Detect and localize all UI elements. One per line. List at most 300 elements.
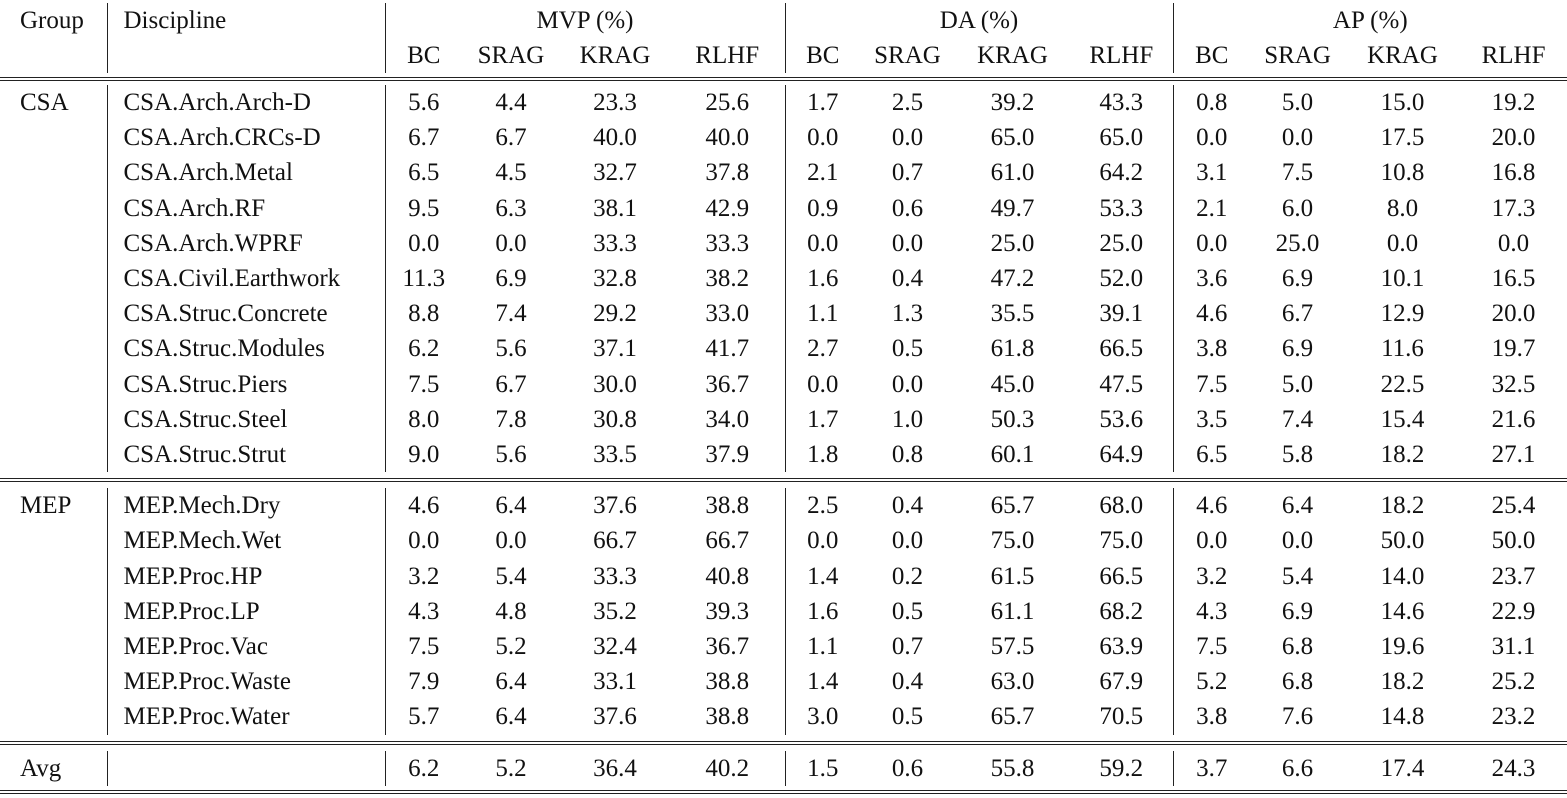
value-ap-srag: 6.9 <box>1281 335 1314 363</box>
table-row <box>0 155 1567 190</box>
value-ap-bc: 3.7 <box>1173 751 1250 786</box>
table-row <box>0 594 1567 629</box>
group-label: MEP <box>20 492 72 520</box>
value-da-krag: 61.8 <box>990 335 1035 363</box>
discipline-cell: CSA.Arch.RF <box>107 191 385 226</box>
value-da-rlhf: 68.0 <box>1099 492 1144 520</box>
table-row <box>0 699 1567 734</box>
value-da-bc: 2.5 <box>785 488 860 523</box>
value-da-bc: 1.4 <box>785 664 860 699</box>
value-ap-rlhf: 24.3 <box>1491 754 1536 782</box>
value-ap-bc: 0.0 <box>1173 120 1250 155</box>
value-ap-bc: 7.5 <box>1173 629 1250 664</box>
value-da-krag: 61.5 <box>990 562 1035 590</box>
value-ap-srag: 7.6 <box>1281 703 1314 731</box>
value-da-srag: 0.6 <box>891 194 924 222</box>
value-da-bc: 1.6 <box>785 261 860 296</box>
rule-cell <box>0 472 1567 488</box>
value-ap-bc: 4.6 <box>1173 488 1250 523</box>
value-da-krag: 57.5 <box>990 633 1035 661</box>
value-ap-srag: 5.0 <box>1281 89 1314 116</box>
value-ap-bc: 4.6 <box>1173 296 1250 331</box>
value-mvp-srag: 5.4 <box>495 562 527 590</box>
value-da-krag: 55.8 <box>990 754 1035 782</box>
discipline-cell: CSA.Struc.Strut <box>107 437 385 472</box>
group-label <box>0 191 107 226</box>
value-ap-srag: 7.5 <box>1281 159 1314 187</box>
value-ap-rlhf: 0.0 <box>1497 229 1530 257</box>
value-ap-srag: 6.9 <box>1281 597 1314 625</box>
header-row-metrics <box>0 3 1567 38</box>
value-ap-rlhf: 32.5 <box>1491 370 1536 398</box>
value-mvp-srag: 6.4 <box>495 668 527 696</box>
value-ap-krag: 14.8 <box>1380 703 1425 731</box>
header-blank <box>107 38 385 73</box>
value-mvp-krag: 35.2 <box>593 597 637 625</box>
header-row-methods <box>0 38 1567 73</box>
value-ap-krag: 50.0 <box>1380 527 1425 555</box>
value-mvp-srag: 0.0 <box>495 527 527 555</box>
value-ap-srag: 0.0 <box>1281 527 1314 555</box>
value-mvp-rlhf: 33.3 <box>705 229 750 257</box>
value-da-srag: 0.0 <box>891 527 924 555</box>
discipline-cell: CSA.Struc.Concrete <box>107 296 385 331</box>
value-da-krag: 49.7 <box>990 194 1035 222</box>
value-da-bc: 1.7 <box>785 402 860 437</box>
value-da-srag: 0.0 <box>891 124 924 152</box>
group-label <box>0 523 107 558</box>
header-blank <box>0 38 107 73</box>
discipline-cell: CSA.Struc.Piers <box>107 367 385 402</box>
value-da-krag: 61.0 <box>990 159 1035 187</box>
value-ap-bc: 3.1 <box>1173 155 1250 190</box>
value-mvp-krag: 32.8 <box>593 265 637 293</box>
rule-cell <box>0 73 1567 85</box>
table-row <box>0 523 1567 558</box>
value-da-rlhf: 63.9 <box>1099 633 1144 661</box>
value-mvp-rlhf: 37.9 <box>705 441 750 469</box>
value-mvp-krag: 66.7 <box>593 527 637 555</box>
value-ap-krag: 17.4 <box>1380 754 1425 782</box>
value-da-srag: 0.4 <box>891 492 924 520</box>
header-group: Group <box>20 7 84 34</box>
group-label <box>0 629 107 664</box>
value-mvp-srag: 4.5 <box>495 159 527 187</box>
value-mvp-krag: 32.4 <box>593 633 637 661</box>
value-da-srag: 0.8 <box>891 441 924 469</box>
value-mvp-rlhf: 34.0 <box>705 405 750 433</box>
value-ap-krag: 11.6 <box>1381 335 1424 363</box>
value-da-srag: 1.3 <box>891 300 924 328</box>
value-ap-krag: 18.2 <box>1380 441 1425 469</box>
value-mvp-rlhf: 36.7 <box>705 370 750 398</box>
value-ap-bc: 2.1 <box>1173 191 1250 226</box>
table-row <box>0 629 1567 664</box>
group-label <box>0 559 107 594</box>
table-row <box>0 488 1567 523</box>
value-ap-bc: 0.0 <box>1173 226 1250 261</box>
value-da-rlhf: 43.3 <box>1099 89 1144 116</box>
value-ap-krag: 8.0 <box>1386 194 1419 222</box>
value-mvp-rlhf: 38.2 <box>705 265 750 293</box>
header-mvp-bc: BC <box>385 38 462 73</box>
header-da-bc: BC <box>785 38 860 73</box>
discipline-cell: MEP.Mech.Wet <box>107 523 385 558</box>
value-mvp-rlhf: 36.7 <box>705 633 750 661</box>
value-mvp-bc: 9.5 <box>385 191 462 226</box>
value-mvp-srag: 0.0 <box>495 229 527 257</box>
group-label <box>0 594 107 629</box>
table-row <box>0 367 1567 402</box>
discipline-cell: CSA.Civil.Earthwork <box>107 261 385 296</box>
rule-cell <box>0 786 1567 798</box>
table-row <box>0 751 1567 786</box>
value-mvp-bc: 7.5 <box>385 367 462 402</box>
discipline-cell: MEP.Proc.Vac <box>107 629 385 664</box>
value-ap-bc: 5.2 <box>1173 664 1250 699</box>
horizontal-rule <box>0 741 1567 745</box>
value-da-rlhf: 66.5 <box>1099 562 1144 590</box>
value-ap-bc: 3.8 <box>1173 699 1250 734</box>
value-mvp-krag: 36.4 <box>593 754 637 782</box>
value-da-krag: 50.3 <box>990 405 1035 433</box>
value-da-srag: 0.5 <box>891 597 924 625</box>
value-da-srag: 1.0 <box>891 405 924 433</box>
discipline-cell: MEP.Proc.Water <box>107 699 385 734</box>
value-mvp-bc: 4.3 <box>385 594 462 629</box>
value-da-rlhf: 75.0 <box>1099 527 1144 555</box>
value-mvp-bc: 3.2 <box>385 559 462 594</box>
value-da-srag: 0.0 <box>891 229 924 257</box>
value-mvp-srag: 5.6 <box>495 441 527 469</box>
value-mvp-krag: 23.3 <box>593 89 637 116</box>
value-mvp-krag: 37.6 <box>593 703 637 731</box>
value-da-bc: 0.0 <box>785 523 860 558</box>
value-da-srag: 0.5 <box>891 335 924 363</box>
value-mvp-rlhf: 25.6 <box>705 89 750 116</box>
table-row <box>0 437 1567 472</box>
value-mvp-rlhf: 40.8 <box>705 562 750 590</box>
discipline-cell: CSA.Arch.CRCs-D <box>107 120 385 155</box>
table-row <box>0 191 1567 226</box>
value-da-rlhf: 68.2 <box>1099 597 1144 625</box>
value-da-rlhf: 25.0 <box>1099 229 1144 257</box>
value-mvp-rlhf: 66.7 <box>705 527 750 555</box>
header-mvp-srag: SRAG <box>477 42 545 69</box>
value-da-srag: 0.7 <box>891 159 924 187</box>
value-da-krag: 47.2 <box>990 265 1035 293</box>
value-ap-bc: 6.5 <box>1173 437 1250 472</box>
value-ap-rlhf: 20.0 <box>1491 300 1536 328</box>
value-da-bc: 0.0 <box>785 120 860 155</box>
value-mvp-srag: 6.4 <box>495 703 527 731</box>
discipline-cell: MEP.Mech.Dry <box>107 488 385 523</box>
table-row <box>0 331 1567 366</box>
value-da-krag: 65.7 <box>990 703 1035 731</box>
header-da-rlhf: RLHF <box>1089 42 1154 69</box>
group-label <box>0 296 107 331</box>
value-mvp-rlhf: 41.7 <box>705 335 750 363</box>
value-da-rlhf: 70.5 <box>1099 703 1144 731</box>
value-mvp-bc: 8.8 <box>385 296 462 331</box>
header-ap-krag: KRAG <box>1367 42 1438 69</box>
table-row <box>0 664 1567 699</box>
value-mvp-krag: 29.2 <box>593 300 637 328</box>
value-da-bc: 2.1 <box>785 155 860 190</box>
value-mvp-krag: 38.1 <box>593 194 637 222</box>
value-da-rlhf: 65.0 <box>1099 124 1144 152</box>
table-row <box>0 85 1567 120</box>
value-mvp-bc: 0.0 <box>385 523 462 558</box>
value-da-rlhf: 53.3 <box>1099 194 1144 222</box>
value-mvp-srag: 6.9 <box>495 265 527 293</box>
value-ap-rlhf: 23.2 <box>1491 703 1536 731</box>
value-da-rlhf: 53.6 <box>1099 405 1144 433</box>
group-label <box>0 155 107 190</box>
value-da-rlhf: 39.1 <box>1099 300 1144 328</box>
value-ap-rlhf: 21.6 <box>1491 405 1536 433</box>
value-mvp-bc: 11.3 <box>385 261 462 296</box>
value-ap-srag: 6.6 <box>1281 754 1314 782</box>
value-da-bc: 1.7 <box>785 85 860 120</box>
value-da-krag: 75.0 <box>990 527 1035 555</box>
value-mvp-rlhf: 38.8 <box>705 492 750 520</box>
value-ap-rlhf: 20.0 <box>1491 124 1536 152</box>
header-metric-da: DA (%) <box>785 3 1173 38</box>
value-mvp-bc: 0.0 <box>385 226 462 261</box>
value-mvp-bc: 5.7 <box>385 699 462 734</box>
horizontal-rule <box>0 478 1567 482</box>
value-ap-bc: 4.3 <box>1173 594 1250 629</box>
value-ap-srag: 5.0 <box>1281 370 1314 398</box>
value-mvp-rlhf: 40.2 <box>705 754 750 782</box>
value-da-bc: 3.0 <box>785 699 860 734</box>
value-ap-krag: 14.0 <box>1380 562 1425 590</box>
value-da-krag: 45.0 <box>990 370 1035 398</box>
value-da-srag: 2.5 <box>891 89 924 116</box>
value-da-krag: 65.7 <box>990 492 1035 520</box>
value-da-bc: 1.1 <box>785 296 860 331</box>
value-ap-bc: 0.8 <box>1173 85 1250 120</box>
value-ap-bc: 7.5 <box>1173 367 1250 402</box>
value-ap-krag: 14.6 <box>1380 597 1425 625</box>
value-mvp-krag: 33.5 <box>593 441 637 469</box>
value-mvp-krag: 33.3 <box>593 229 637 257</box>
value-da-rlhf: 64.9 <box>1099 441 1144 469</box>
value-da-srag: 0.2 <box>891 562 924 590</box>
rule-row <box>0 73 1567 85</box>
value-ap-srag: 6.8 <box>1281 633 1314 661</box>
value-ap-rlhf: 23.7 <box>1491 562 1536 590</box>
value-mvp-bc: 6.2 <box>385 331 462 366</box>
discipline-cell: CSA.Arch.WPRF <box>107 226 385 261</box>
value-da-srag: 0.7 <box>891 633 924 661</box>
value-mvp-srag: 5.2 <box>495 754 527 782</box>
group-label: CSA <box>20 89 69 116</box>
value-ap-rlhf: 16.5 <box>1491 265 1536 293</box>
value-ap-rlhf: 17.3 <box>1491 194 1536 222</box>
value-ap-bc: 3.5 <box>1173 402 1250 437</box>
rule-cell <box>0 735 1567 751</box>
value-ap-srag: 7.4 <box>1281 405 1314 433</box>
header-ap-srag: SRAG <box>1264 42 1331 69</box>
value-da-krag: 65.0 <box>990 124 1035 152</box>
value-mvp-bc: 6.7 <box>385 120 462 155</box>
value-da-bc: 1.4 <box>785 559 860 594</box>
value-mvp-srag: 5.2 <box>495 633 527 661</box>
value-ap-rlhf: 31.1 <box>1491 633 1536 661</box>
value-ap-srag: 6.4 <box>1281 492 1314 520</box>
discipline-cell: CSA.Arch.Arch-D <box>107 85 385 120</box>
value-da-krag: 39.2 <box>990 89 1035 116</box>
value-mvp-krag: 33.3 <box>593 562 637 590</box>
value-da-rlhf: 66.5 <box>1099 335 1144 363</box>
value-mvp-srag: 4.4 <box>495 89 527 116</box>
discipline-cell: MEP.Proc.Waste <box>107 664 385 699</box>
value-ap-krag: 22.5 <box>1380 370 1425 398</box>
table-row <box>0 402 1567 437</box>
rule-row <box>0 472 1567 488</box>
results-table <box>0 3 1567 798</box>
value-da-bc: 1.8 <box>785 437 860 472</box>
table-row <box>0 296 1567 331</box>
value-ap-srag: 25.0 <box>1275 229 1320 257</box>
discipline-cell <box>107 751 385 786</box>
value-ap-bc: 3.6 <box>1173 261 1250 296</box>
value-mvp-srag: 6.7 <box>495 124 527 152</box>
value-ap-rlhf: 25.4 <box>1491 492 1536 520</box>
value-da-srag: 0.4 <box>891 668 924 696</box>
value-mvp-krag: 37.1 <box>593 335 637 363</box>
value-mvp-bc: 8.0 <box>385 402 462 437</box>
value-ap-rlhf: 22.9 <box>1491 597 1536 625</box>
group-label <box>0 402 107 437</box>
value-da-bc: 2.7 <box>785 331 860 366</box>
group-label <box>0 664 107 699</box>
discipline-cell: CSA.Struc.Steel <box>107 402 385 437</box>
value-ap-srag: 6.0 <box>1281 194 1314 222</box>
value-mvp-srag: 5.6 <box>495 335 527 363</box>
rule-row <box>0 735 1567 751</box>
value-ap-krag: 15.0 <box>1380 89 1425 116</box>
value-mvp-bc: 7.5 <box>385 629 462 664</box>
discipline-cell: CSA.Arch.Metal <box>107 155 385 190</box>
value-mvp-srag: 4.8 <box>495 597 527 625</box>
group-label <box>0 261 107 296</box>
value-da-krag: 60.1 <box>990 441 1035 469</box>
header-da-srag: SRAG <box>874 42 941 69</box>
group-label <box>0 331 107 366</box>
rule-row <box>0 786 1567 798</box>
value-da-rlhf: 64.2 <box>1099 159 1144 187</box>
header-ap-rlhf: RLHF <box>1481 42 1546 69</box>
value-mvp-rlhf: 42.9 <box>705 194 750 222</box>
value-mvp-bc: 4.6 <box>385 488 462 523</box>
header-da-krag: KRAG <box>977 42 1048 69</box>
value-da-rlhf: 59.2 <box>1099 754 1144 782</box>
table-row <box>0 261 1567 296</box>
header-mvp-rlhf: RLHF <box>695 42 760 69</box>
value-da-srag: 0.5 <box>891 703 924 731</box>
value-mvp-bc: 5.6 <box>385 85 462 120</box>
value-mvp-bc: 9.0 <box>385 437 462 472</box>
header-mvp-krag: KRAG <box>579 42 651 69</box>
value-mvp-rlhf: 38.8 <box>705 668 750 696</box>
group-label: Avg <box>20 754 62 782</box>
value-ap-rlhf: 19.2 <box>1491 89 1536 116</box>
value-da-krag: 61.1 <box>990 597 1035 625</box>
value-ap-krag: 0.0 <box>1386 229 1419 257</box>
value-ap-krag: 19.6 <box>1380 633 1425 661</box>
discipline-cell: MEP.Proc.HP <box>107 559 385 594</box>
value-da-srag: 0.6 <box>891 754 924 782</box>
value-mvp-bc: 6.5 <box>385 155 462 190</box>
value-mvp-krag: 33.1 <box>593 668 637 696</box>
table-row <box>0 120 1567 155</box>
value-mvp-srag: 6.7 <box>495 370 527 398</box>
discipline-cell: MEP.Proc.LP <box>107 594 385 629</box>
value-da-bc: 0.9 <box>785 191 860 226</box>
value-ap-bc: 0.0 <box>1173 523 1250 558</box>
value-ap-srag: 0.0 <box>1281 124 1314 152</box>
table-row <box>0 226 1567 261</box>
value-ap-krag: 15.4 <box>1380 405 1425 433</box>
value-mvp-srag: 6.4 <box>495 492 527 520</box>
value-da-bc: 1.6 <box>785 594 860 629</box>
value-da-krag: 25.0 <box>990 229 1035 257</box>
value-mvp-krag: 32.7 <box>593 159 637 187</box>
group-label <box>0 699 107 734</box>
group-label <box>0 367 107 402</box>
value-da-bc: 1.5 <box>785 751 860 786</box>
value-mvp-srag: 7.8 <box>495 405 527 433</box>
group-label <box>0 226 107 261</box>
value-mvp-krag: 37.6 <box>593 492 637 520</box>
horizontal-rule <box>0 790 1567 794</box>
header-discipline: Discipline <box>107 3 385 38</box>
value-ap-srag: 6.8 <box>1281 668 1314 696</box>
value-ap-krag: 17.5 <box>1380 124 1425 152</box>
value-da-bc: 0.0 <box>785 367 860 402</box>
value-ap-krag: 10.8 <box>1380 159 1425 187</box>
value-da-bc: 1.1 <box>785 629 860 664</box>
value-mvp-srag: 6.3 <box>495 194 527 222</box>
value-ap-rlhf: 16.8 <box>1491 159 1536 187</box>
header-ap-bc: BC <box>1173 38 1250 73</box>
header-metric-mvp: MVP (%) <box>385 3 785 38</box>
value-ap-srag: 5.8 <box>1281 441 1314 469</box>
group-label <box>0 437 107 472</box>
value-ap-krag: 18.2 <box>1380 492 1425 520</box>
value-ap-krag: 10.1 <box>1380 265 1425 293</box>
value-da-krag: 63.0 <box>990 668 1035 696</box>
value-ap-srag: 5.4 <box>1281 562 1314 590</box>
value-mvp-bc: 6.2 <box>385 751 462 786</box>
value-ap-rlhf: 25.2 <box>1491 668 1536 696</box>
value-ap-rlhf: 27.1 <box>1491 441 1536 469</box>
value-da-bc: 0.0 <box>785 226 860 261</box>
value-mvp-rlhf: 33.0 <box>705 300 750 328</box>
value-ap-rlhf: 19.7 <box>1491 335 1536 363</box>
table-body <box>0 73 1567 798</box>
value-ap-srag: 6.9 <box>1281 265 1314 293</box>
group-label <box>0 120 107 155</box>
value-mvp-rlhf: 38.8 <box>705 703 750 731</box>
value-ap-bc: 3.2 <box>1173 559 1250 594</box>
table-row <box>0 559 1567 594</box>
discipline-cell: CSA.Struc.Modules <box>107 331 385 366</box>
value-mvp-rlhf: 37.8 <box>705 159 750 187</box>
